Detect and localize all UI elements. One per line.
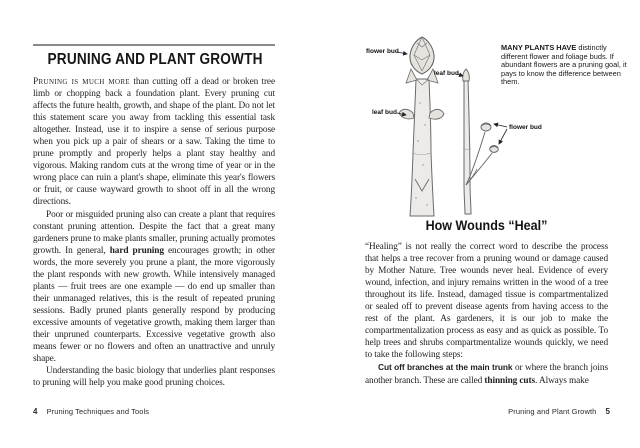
page-number: 4 [33, 407, 38, 416]
figure-caption: MANY PLANTS HAVE distinctly different flower and foliage buds. If abundant flowers are a pruning goal, it pays to know the difference between them. [501, 43, 627, 87]
right-page-footer [363, 407, 610, 416]
page-number: 5 [605, 407, 610, 416]
figure-label-flower-bud: flower bud [509, 124, 542, 131]
figure-label-leaf-bud: leaf bud [372, 109, 397, 116]
body-paragraph: Understanding the basic biology that underlies plant responses to pruning will help you make good pruning choices. [33, 366, 275, 389]
running-head: Pruning and Plant Growth [508, 407, 597, 416]
figure-label-leaf-bud: leaf bud [434, 70, 459, 77]
twig-illustration [363, 33, 513, 228]
left-page-body [33, 76, 275, 389]
section-heading: How Wounds “Heal” [425, 218, 548, 233]
body-paragraph: Poor or misguided pruning also can create a plant that requires constant pruning attention. Despite the fact that a great many gardeners prune to make plants smaller, pruning actually promotes growth. In general, hard pruning encourages growth; in other words, the more severely you prune a plant, the more vigorously the plant responds with new growth. While intensively managed plants — fruit trees are one example — do end up smaller than their unmanaged relatives, this is the result of repeated pruning sessions. Badly pruned plants generally respond by producing excessive amounts of vegetative growth, making them larger than their unpruned counterparts. Excessive vegetative growth also means fewer or no flowers and often an unattractive and unruly shape. [33, 209, 275, 365]
chapter-title: PRUNING AND PLANT GROWTH [47, 51, 263, 68]
running-head: Pruning Techniques and Tools [46, 407, 150, 416]
right-twig [463, 69, 499, 214]
chapter-rule [33, 44, 275, 46]
left-twig [399, 37, 444, 216]
body-paragraph: “Healing” is not really the correct word to describe the process that helps a tree recover from a pruning wound or damage caused by Mother Nature. Tree wounds never heal. Evidence of every wound, infection, and injury remains written in the wood of a tree throughout its life. Instead, damaged tissue is compartmentalized or sealed off to prevent disease agents from having access to the rest of the plant. As gardeners, it is our job to make the compartmentalization process as easy and as quick as possible. To help trees and shrubs compartmentalize wounds quickly, we need to take the following steps: [365, 242, 608, 361]
right-page-body [365, 241, 608, 387]
body-paragraph: Cut off branches at the main trunk or where the branch joins another branch. These are called thinning cuts. Always make [365, 362, 608, 386]
body-paragraph: Pruning is much more than cutting off a dead or broken tree limb or chopping back a foundation plant. Every pruning cut affects the future health, growth, and shape of the plant. Do not let this statement scare you away from tackling this essential task altogether. Instead, use it to inspire a sense of serious purpose when you pick up a pair of shears or a saw. Taking the time to prune promptly and properly helps a plant stay healthy and vigorous. Making random cuts at the wrong time of year or in the wrong place can ruin a plant's shape, eliminate this year's flowers or fruit, or cause wayward growth to shoot off in all the wrong directions. [33, 77, 275, 208]
figure-label-flower-bud: flower bud [366, 48, 399, 55]
left-page-footer [33, 407, 149, 416]
